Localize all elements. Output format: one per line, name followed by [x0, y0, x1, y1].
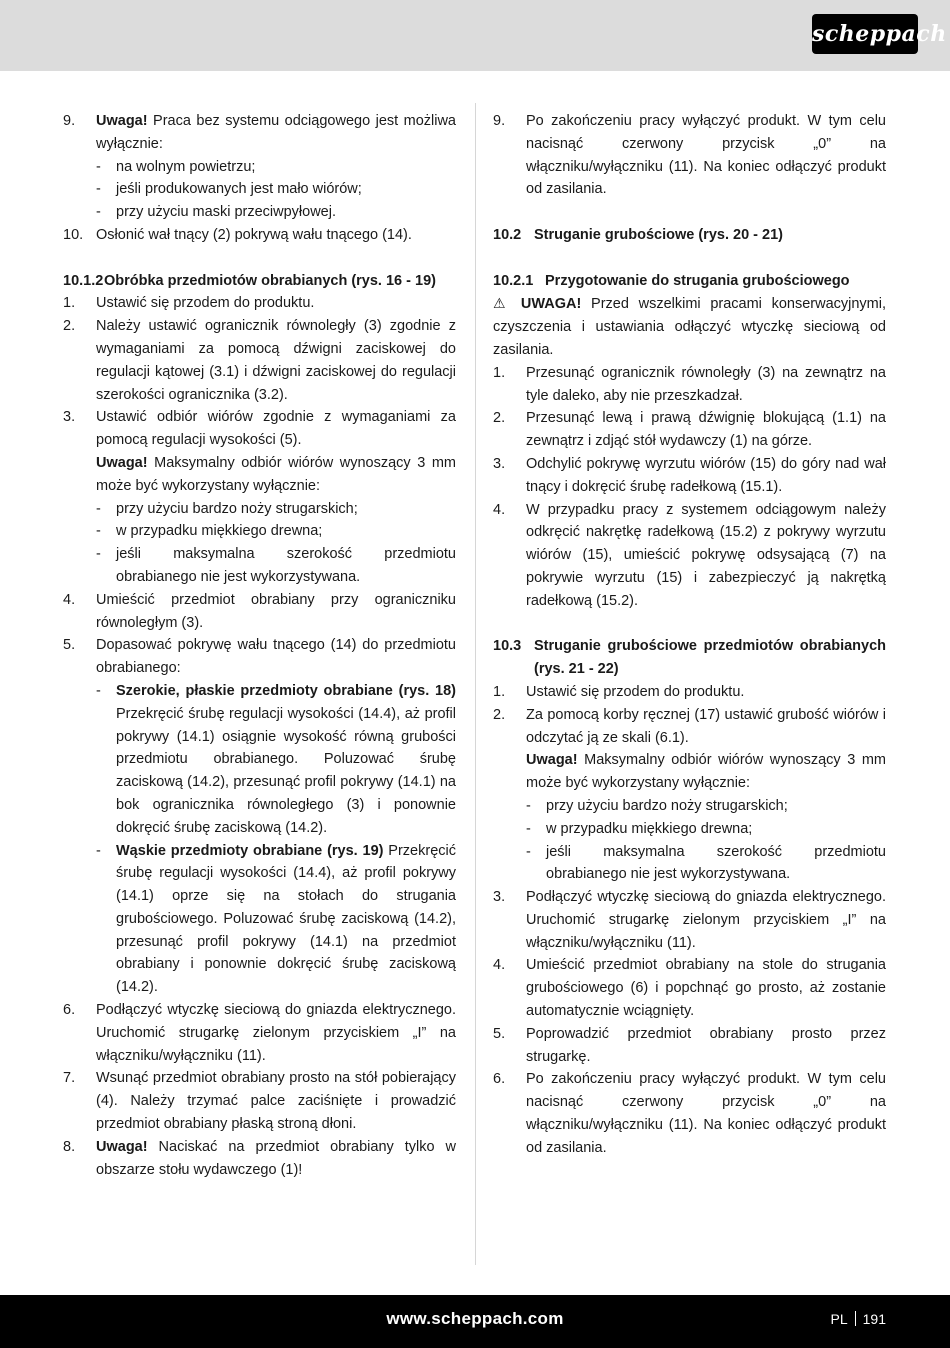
list-item: 4. Umieścić przedmiot obrabiany na stole do strugania grubościowego (6) i popchnąć go prosto, aż zostanie automatycznie wciągnięty. — [493, 957, 886, 1020]
list-item: 6. Podłączyć wtyczkę sieciową do gniazda elektrycznego. Uruchomić strugarkę zielonym przyciskiem „I” na włączniku/wyłączniku (11). — [63, 1002, 456, 1064]
bullet-item: - jeśli maksymalna szerokość przedmiotu obrabianego nie jest wykorzystywana. — [96, 546, 456, 585]
bullet-item: - w przypadku miękkiego drewna; — [96, 523, 323, 540]
page-number — [831, 1295, 886, 1343]
warning-note: Uwaga! Maksymalny odbiór wiórów wynoszący 3 mm może być wykorzystany wyłącznie: — [96, 454, 456, 494]
bullet-item: - na wolnym powietrzu; — [96, 158, 256, 175]
list-item: 1. Ustawić się przodem do produktu. — [63, 295, 315, 312]
list-item: 7. Wsunąć przedmiot obrabiany prosto na stół pobierający (4). Należy trzymać palce zaciśnięte i prowadzić przedmiot obrabiany płaską stroną dłoni. — [63, 1070, 456, 1133]
list-item: 1. Przesunąć ogranicznik równoległy (3) na zewnątrz na tyle daleko, aby nie przeszkadzał. — [493, 364, 886, 404]
footer-separator — [855, 1311, 856, 1326]
section-heading: 10.1.2 Obróbka przedmiotów obrabianych (rys. 16 - 19) — [63, 272, 436, 289]
list-item: 6. Po zakończeniu pracy wyłączyć produkt. W tym celu nacisnąć czerwony przycisk „0” na włączniku/wyłączniku (11). Na koniec odłączyć produkt od zasilania. — [493, 1071, 886, 1156]
list-item: 8. Uwaga! Naciskać na przedmiot obrabiany tylko w obszarze stołu wydawczego (1)! — [63, 1138, 456, 1178]
list-item: 9. Po zakończeniu pracy wyłączyć produkt. W tym celu nacisnąć czerwony przycisk „0” na włączniku/wyłączniku (11). Na koniec odłączyć produkt od zasilania. — [493, 113, 886, 198]
list-item: 2. Przesunąć lewą i prawą dźwignię blokującą (1.1) na zewnątrz i zdjąć stół wydawczy (1) na górze. — [493, 410, 886, 450]
list-item: 9. Uwaga! Praca bez systemu odciągowego jest możliwa wyłącznie: — [63, 113, 456, 152]
page-footer — [0, 1295, 950, 1348]
bullet-item: - jeśli produkowanych jest mało wiórów; — [96, 181, 362, 198]
list-item: 4. W przypadku pracy z systemem odciągowym należy odkręcić nakrętkę radełkową (15.2) z pokrywy wyrzutu wiórów (15), umieścić pokrywę odsysającą (7) na pokrywie wyrzutu (15) i zabezpieczyć ją nakrętką radełkową (15.2). — [493, 501, 886, 609]
warning-label: Uwaga! — [96, 113, 148, 129]
left-column — [63, 110, 456, 1181]
list-item: 3. Ustawić odbiór wiórów zgodnie z wymaganiami za pomocą regulacji wysokości (5). — [63, 409, 456, 449]
list-item: 10. Osłonić wał tnący (2) pokrywą wału tnącego (14). — [63, 226, 412, 243]
bullet-item: - Szerokie, płaskie przedmioty obrabiane (rys. 18) Przekręcić śrubę regulacji wysokości (14.4), aż profil pokrywy (14.1) osiągnie wysokość równą grubości przedmiotu obrabianego. Poluzować śrubę zaciskową (14.2), przesunąć profil pokrywy (14.1) na bok ogranicznika równoległego (3) i ponownie dokręcić śrubę zaciskową (14.2). — [96, 682, 456, 836]
list-item: 5. Dopasować pokrywę wału tnącego (14) do przedmiotu obrabianego: — [63, 637, 456, 677]
section-heading: 10.2 Struganie grubościowe (rys. 20 - 21) — [493, 226, 783, 243]
list-item: 5. Poprowadzić przedmiot obrabiany prosto przez strugarkę. — [493, 1025, 886, 1065]
bullet-item: - w przypadku miękkiego drewna; — [526, 820, 753, 837]
list-item: 1. Ustawić się przodem do produktu. — [493, 683, 745, 700]
warning-note: Uwaga! Maksymalny odbiór wiórów wynoszący 3 mm może być wykorzystany wyłącznie: — [526, 752, 886, 792]
right-column — [493, 110, 886, 1160]
bullet-item: - przy użyciu bardzo noży strugarskich; — [96, 500, 358, 517]
list-item: 2. Należy ustawić ogranicznik równoległy (3) zgodnie z wymaganiami za pomocą dźwigni zaciskowej do regulacji kątowej (3.1) i dźwigni zaciskowej do regulacji szerokości ogranicznika (3.2). — [63, 318, 456, 403]
page-header — [0, 0, 950, 71]
bullet-item: - przy użyciu bardzo noży strugarskich; — [526, 797, 788, 814]
website-link[interactable]: www.scheppach.com — [386, 1309, 564, 1328]
bullet-item: - przy użyciu maski przeciwpyłowej. — [96, 204, 336, 221]
list-item: 2. Za pomocą korby ręcznej (17) ustawić grubość wiórów i odczytać ją ze skali (6.1). — [493, 706, 886, 746]
warning-note: ⚠ UWAGA! Przed wszelkimi pracami konserwacyjnymi, czyszczenia i ustawiania odłączyć wtyczkę sieciową od zasilania. — [493, 295, 887, 358]
section-heading: 10.2.1 Przygotowanie do strugania grubościowego — [493, 272, 850, 289]
bullet-item: - Wąskie przedmioty obrabiane (rys. 19) Przekręcić śrubę regulacji wysokości (14.4), aż profil pokrywy (14.1) oprze się na stołach do strugania grubościowego. Poluzować śrubę zaciskową (14.2), przesunąć profil pokrywy (14.1) na przedmiot obrabiany i ponownie dokręcić śrubę zaciskową (14.2). — [96, 842, 456, 996]
list-item: 3. Podłączyć wtyczkę sieciową do gniazda elektrycznego. Uruchomić strugarkę zielonym przyciskiem „I” na włączniku/wyłączniku (11). — [493, 889, 886, 951]
scheppach-logo: scheppach — [812, 14, 918, 54]
bullet-item: - jeśli maksymalna szerokość przedmiotu obrabianego nie jest wykorzystywana. — [526, 843, 886, 883]
list-item: 3. Odchylić pokrywę wyrzutu wiórów (15) do góry nad wał tnący i dokręcić śrubę radełkową (15.1). — [493, 455, 886, 495]
language-code: PL — [830, 1311, 848, 1327]
column-divider — [475, 103, 476, 1265]
page-number-value: 191 — [862, 1311, 886, 1327]
section-heading: 10.3 Struganie grubościowe przedmiotów obrabianych (rys. 21 - 22) — [493, 638, 886, 678]
warning-triangle-icon: ⚠ — [493, 295, 512, 312]
list-item: 4. Umieścić przedmiot obrabiany przy ograniczniku równoległym (3). — [63, 591, 456, 631]
